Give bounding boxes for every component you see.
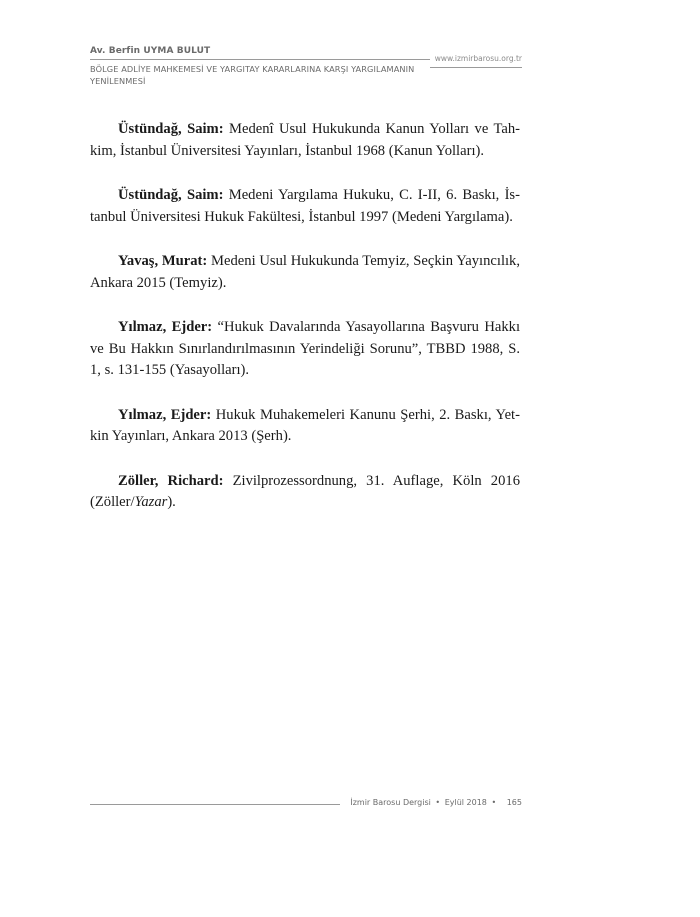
header-url: www.izmirbarosu.org.tr <box>434 54 522 63</box>
footer-info <box>350 798 522 807</box>
entry-author: Üstündağ, Saim: <box>118 121 224 137</box>
bibliography-list <box>90 119 520 537</box>
footer-journal: İzmir Barosu Dergisi <box>350 798 431 807</box>
footer-divider <box>90 804 340 805</box>
bibliography-entry <box>90 471 520 514</box>
header-url-divider <box>430 67 522 68</box>
entry-italic-text: Yazar <box>134 494 168 510</box>
bibliography-entry <box>90 251 520 294</box>
entry-author: Yılmaz, Ejder: <box>118 406 212 423</box>
footer-bullet: • <box>435 798 441 807</box>
page-header <box>90 46 522 90</box>
entry-text: Medenî Usul Hukukunda Kanun Yolları ve Tahkim, İstanbul Üniversitesi Yayınları, İstanbul 1968 (Kanun Yolları). <box>90 121 520 159</box>
entry-author: Yavaş, Murat: <box>118 253 208 269</box>
bibliography-entry <box>90 119 520 162</box>
header-author: Av. Berfin UYMA BULUT <box>90 46 211 56</box>
bibliography-entry <box>90 185 520 228</box>
entry-text: Hukuk Muhakemeleri Kanunu Şerhi, 2. Baskı, Yetkin Yayınları, Ankara 2013 (Şerh). <box>90 406 520 444</box>
entry-text: “Hukuk Davalarında Yasayollarına Başvuru Hakkı ve Bu Hakkın Sınırlandırılmasının Yerindeliği Sorunu”, TBBD 1988, S. 1, s. 131-155 (Yasayolları). <box>90 319 520 378</box>
page-footer <box>90 797 522 817</box>
header-divider <box>90 59 430 60</box>
bibliography-entry <box>90 405 520 448</box>
entry-author: Üstündağ, Saim: <box>118 187 224 203</box>
page-number: 165 <box>506 798 522 807</box>
entry-author: Zöller, Richard: <box>118 472 224 489</box>
entry-author: Yılmaz, Ejder: <box>118 319 213 335</box>
bibliography-entry <box>90 317 520 382</box>
entry-text: Medeni Yargılama Hukuku, C. I-II, 6. Baskı, İstanbul Üniversitesi Hukuk Fakültesi, İstanbul 1997 (Medeni Yargılama). <box>90 187 520 225</box>
footer-bullet: • <box>491 798 497 807</box>
entry-text-tail: ). <box>167 494 176 510</box>
entry-text: Zivilprozessordnung, 31. Auflage, Köln 2016 (Zöller/ <box>90 472 520 510</box>
header-article-title: BÖLGE ADLİYE MAHKEMESİ VE YARGITAY KARARLARINA KARŞI YARGILAMANIN YENİLENMESİ <box>90 64 415 86</box>
footer-issue: Eylül 2018 <box>444 798 487 807</box>
entry-text: Medeni Usul Hukukunda Temyiz, Seçkin Yayıncılık, Ankara 2015 (Temyiz). <box>90 253 520 291</box>
